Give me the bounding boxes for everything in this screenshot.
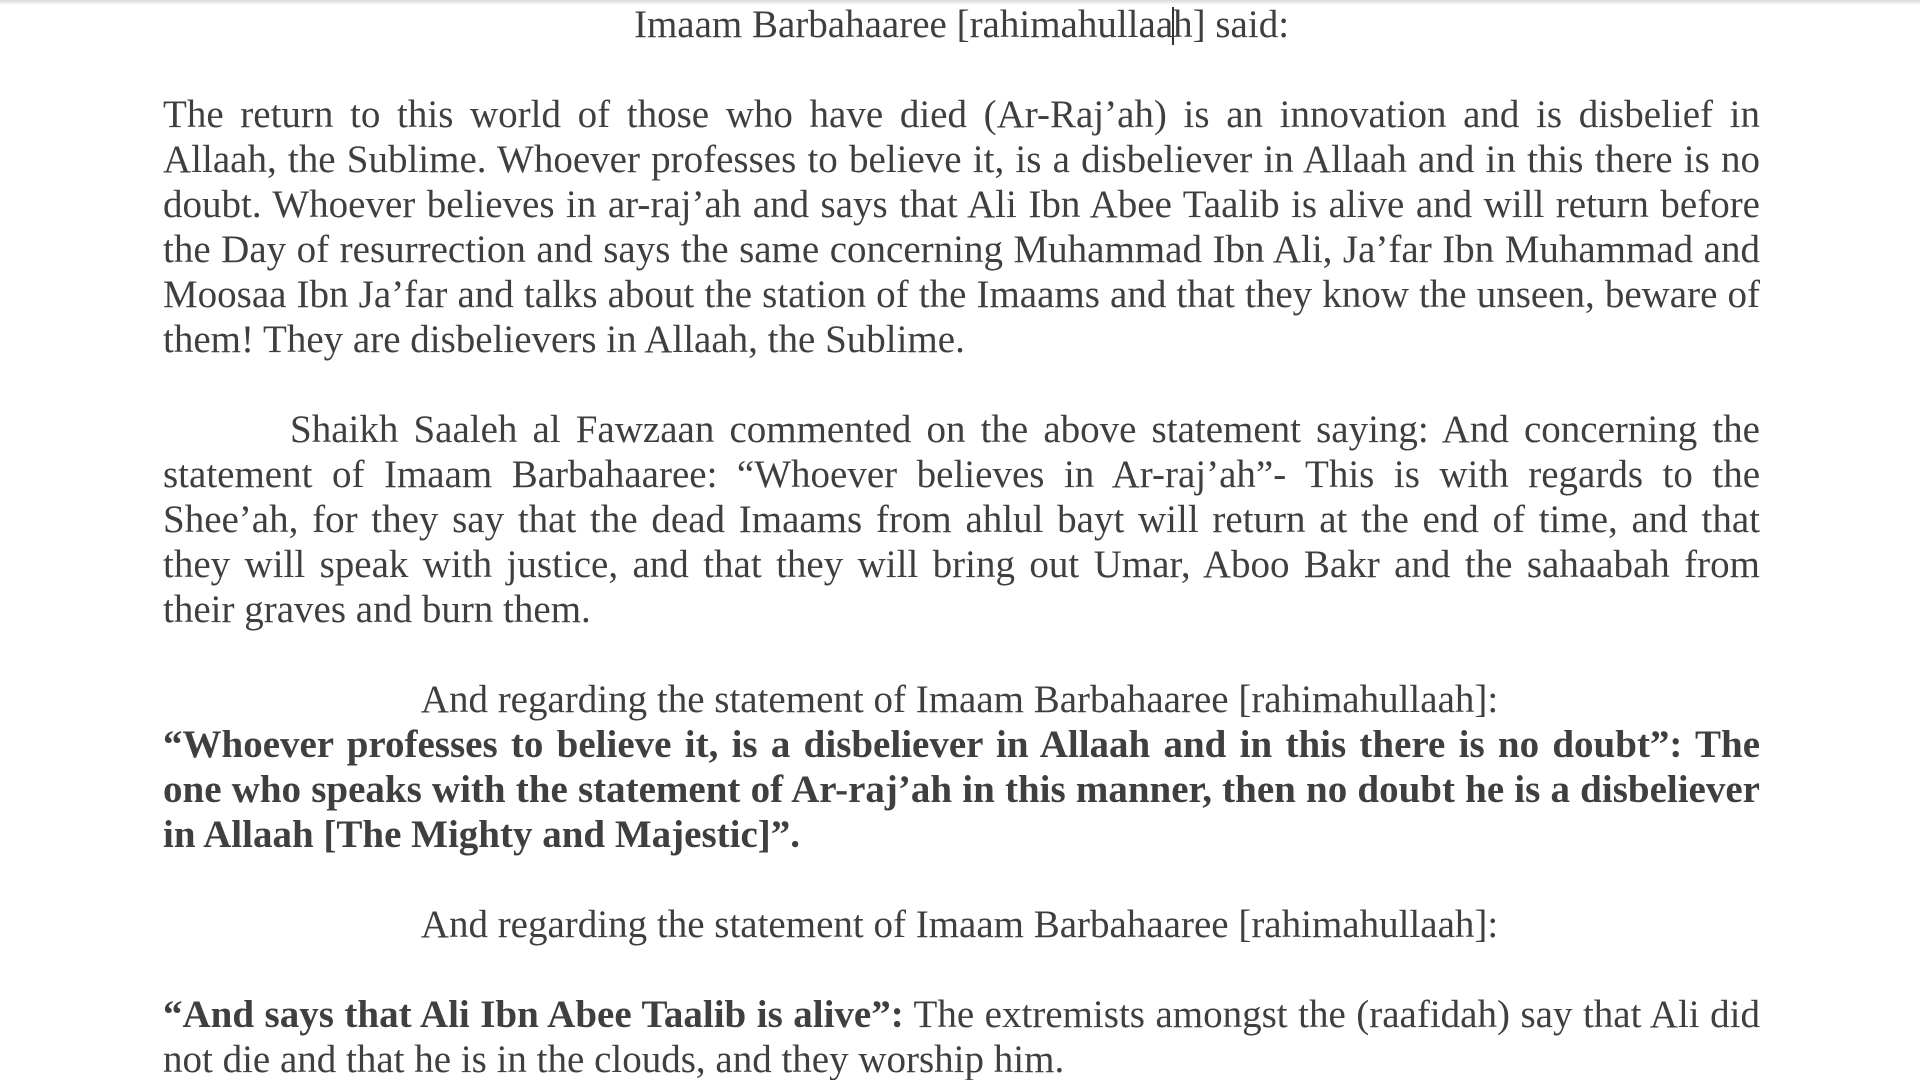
bold-quote-paragraph[interactable]: “Whoever professes to believe it, is a disbeliever in Allaah and in this there is no doubt”: The one who speaks with the statement of Ar-raj’ah in this manner, then no doubt he is a disbeliever in Allaah [The Mighty and Majestic]”. (163, 723, 1760, 856)
heading-text-end: h] said: (1173, 3, 1290, 46)
ali-alive-explanation: The extremists amongst the (raafidah) say that Ali did not die and that he is in the clouds, and they worship him. (163, 993, 1760, 1080)
document-body[interactable] (163, 0, 1760, 1080)
ali-alive-quote: “And says that Ali Ibn Abee Taalib is alive”: (163, 993, 904, 1036)
paragraph-ali-alive[interactable] (163, 992, 1760, 1080)
heading-text-start: Imaam Barbahaaree [rahimahullaa (633, 3, 1174, 46)
regarding-line-1[interactable]: And regarding the statement of Imaam Barbahaaree [rahimahullaah]: (420, 678, 1499, 721)
paragraph-ar-rajah[interactable]: The return to this world of those who have died (Ar-Raj’ah) is an innovation and is disbelief in Allaah, the Sublime. Whoever professes to believe it, is a disbeliever in Allaah and in this there is no doubt. Whoever believes in ar-raj’ah and says that Ali Ibn Abee Taalib is alive and will return before the Day of resurrection and says the same concerning Muhammad Ibn Ali, Ja’far Ibn Muhammad and Moosaa Ibn Ja’far and talks about the station of the Imaams and that they know the unseen, beware of them! They are disbelievers in Allaah, the Sublime. (163, 93, 1760, 361)
paragraph-fawzaan-comment[interactable]: Shaikh Saaleh al Fawzaan commented on the above statement saying: And concerning the statement of Imaam Barbahaaree: “Whoever believes in Ar-raj’ah”- This is with regards to the Shee’ah, for they say that the dead Imaams from ahlul bayt will return at the end of time, and that they will speak with justice, and that they will bring out Umar, Aboo Bakr and the sahaabah from their graves and burn them. (163, 408, 1760, 631)
heading-line[interactable] (163, 0, 1760, 47)
regarding-line-2[interactable]: And regarding the statement of Imaam Barbahaaree [rahimahullaah]: (420, 903, 1499, 946)
